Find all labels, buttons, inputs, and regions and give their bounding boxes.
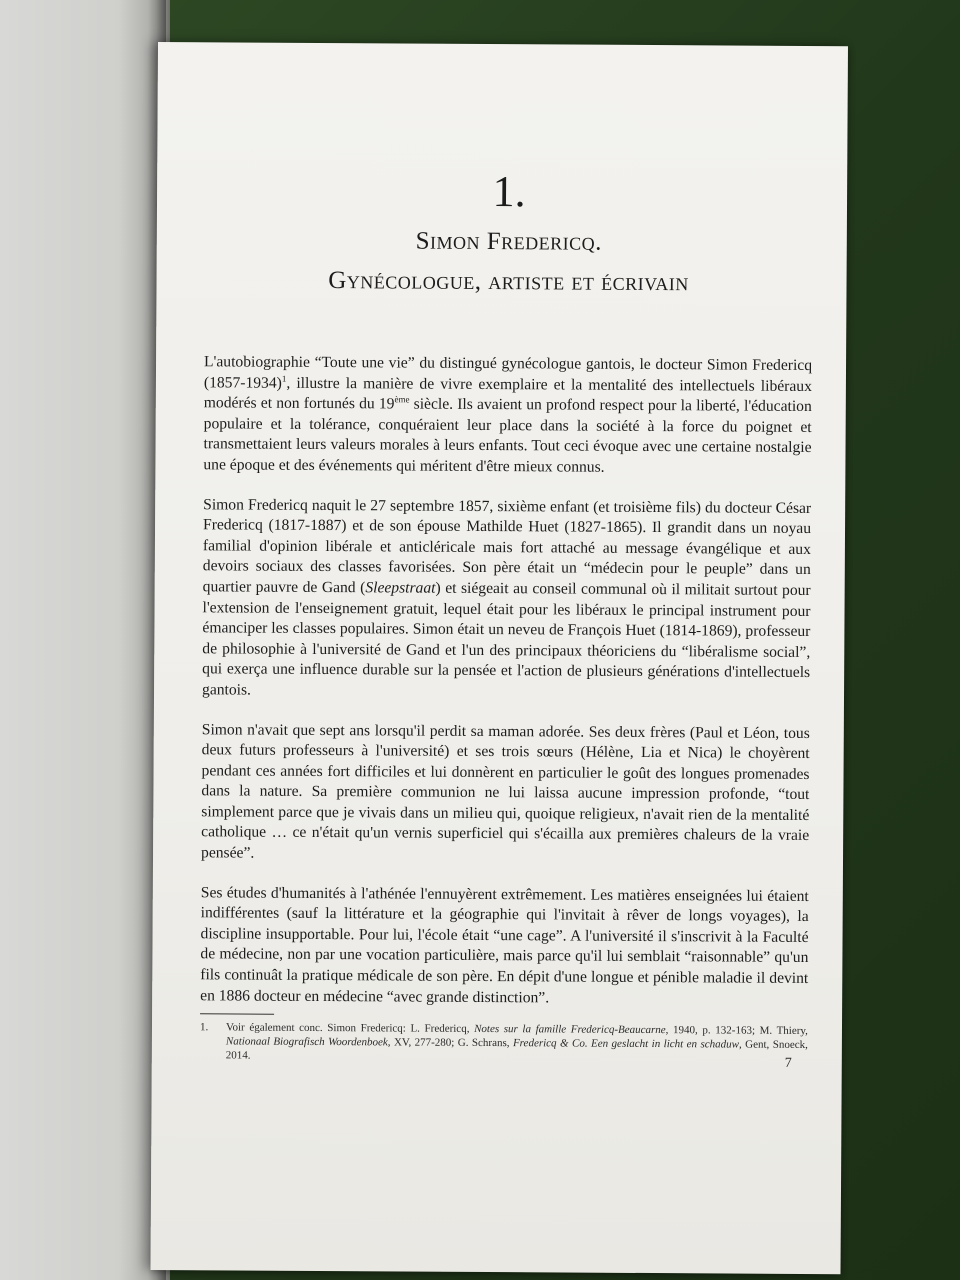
footnote-text-a: Voir également conc. Simon Fredericq: L. Fredericq,	[225, 1021, 475, 1036]
footnote-text-c: , XV, 277-280; G. Schrans,	[387, 1036, 514, 1050]
left-page-edge	[0, 0, 170, 1280]
footnote-text	[226, 1021, 808, 1067]
paragraph-4: Ses études d'humanités à l'athénée l'ennuyèrent extrêmement. Les matières enseignées lui étaient indifférentes (sauf la littérature et la géographie qui l'invitait à rêver de longs voyages), la discipline insupportable. Pour lui, l'école était “une cage”. A l'université il s'inscrivit à la Faculté de médecine, non par une vocation particulière, mais parce qu'il lui semblait “raisonnable” qu'un fils continuât la pratique médicale de son père. En dépit d'une longue et pénible maladie il devint en 1886 docteur en médecine “avec grande distinction”.	[200, 883, 809, 1007]
body-text	[200, 352, 812, 1066]
footnote-rule	[200, 1013, 274, 1014]
street-name-italic: Sleepstraat	[365, 579, 436, 597]
page-number: 7	[784, 1055, 792, 1071]
footnote-ref-1: 1	[281, 373, 287, 384]
chapter-number: 1.	[492, 167, 526, 217]
book-page	[150, 42, 847, 1274]
footnote-title-2: Nationaal Biografisch Woordenboek	[225, 1035, 388, 1049]
footnote-number: 1.	[199, 1021, 209, 1034]
paragraph-2-text-a: Simon Fredericq naquit le 27 septembre 1857, sixième enfant (et troisième fils) du docteur César Fredericq (1817-1887) et de son épouse Mathilde Huet (1827-1865). Il grandit dans un noyau familial d'opinion libérale et anticléricale mais fort attaché au message évangélique et aux devoirs sociaux des classes favorisées. Son père était un “médecin pour le peuple” dans un quartier pauvre de Gand (	[202, 495, 812, 597]
paragraph-1	[203, 352, 812, 479]
footnote-text-b: , 1940, p. 132-163; M. Thiery,	[665, 1024, 808, 1038]
paragraph-1-text-b: , illustre la manière de vivre exemplaire et la mentalité des intellectuels libéraux modérés et non fortunés du 19	[203, 374, 812, 413]
century-superscript: ème	[394, 394, 410, 405]
paragraph-1-text-a: L'autobiographie “Toute une vie” du distingué gynécologue gantois, le docteur Simon Fredericq (1857-1934)	[203, 353, 813, 392]
footnote	[200, 1020, 808, 1066]
footnote-text-d: , Gent, Snoeck, 2014.	[225, 1038, 808, 1062]
chapter-title-line-2: Gynécologue, artiste et écrivain	[328, 267, 689, 297]
footnote-title-1: Notes sur la famille Fredericq-Beaucarne	[474, 1023, 666, 1037]
chapter-title-line-1: Simon Fredericq.	[415, 227, 603, 256]
footnote-title-3: Fredericq & Co. Een geslacht in licht en schaduw	[512, 1037, 740, 1051]
page-content	[200, 166, 813, 1066]
paragraph-2	[202, 495, 811, 705]
paragraph-3: Simon n'avait que sept ans lorsqu'il perdit sa maman adorée. Ses deux frères (Paul et Léon, tous deux futurs professeurs à l'université) et ses trois sœurs (Hélène, Lia et Nica) le choyèrent pendant ces années fort difficiles et lui donnèrent en particulier le goût des longues promenades dans la nature. Sa première communion ne lui laissa aucune impression profonde, “tout simplement parce que je vivais dans un milieu qui, quoique religieux, n'avait rien de la mentalité catholique … ce n'était qu'un vernis superficiel qui s'écailla aux premières chaleurs de la vraie pensée”.	[200, 720, 810, 862]
paragraph-2-text-b: ) et siégeait au conseil communal où il militait surtout pour l'extension de l'enseignement gratuit, lequel était pour les libéraux le principal instrument pour émanciper les classes populaires. Simon était un neveu de François Huet (1814-1869), professeur de philosophie à l'université de Gand et l'un des principaux théoriciens du “libéralisme social”, qui exerça une influence durable sur la pensée et l'action de plusieurs générations d'intellectuels gantois.	[201, 579, 811, 699]
paragraph-1-text-c: siècle. Ils avaient un profond respect pour la liberté, l'éducation populaire et la tolérance, conquéraient leur place dans la société à la force du poignet et transmettaient leurs valeurs morales à leurs enfants. Tout ceci évoque avec une certaine nostalgie une époque et des événements qui méritent d'être mieux connus.	[203, 395, 812, 476]
